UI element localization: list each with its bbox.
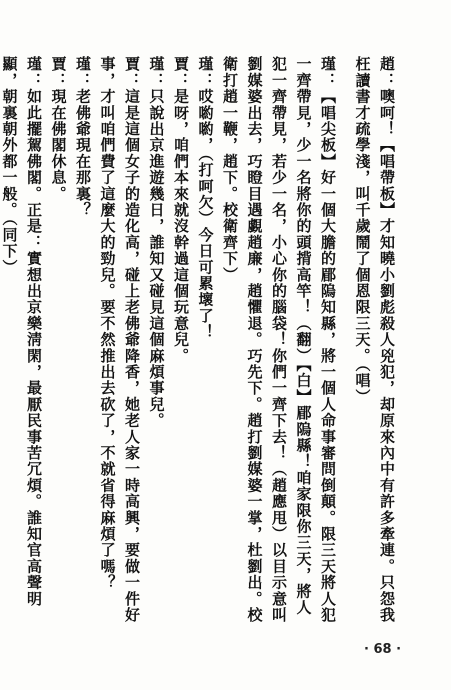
speech-line	[0, 56, 46, 626]
speech-line	[144, 56, 169, 626]
speech-text: 老佛爺現在那裏？	[74, 88, 92, 219]
speech-text: 噢呵！【唱帶板】才知曉小劉彪殺人兇犯，却原來內中有許多牽連。只怨我枉讀書才疏學淺，叫千歲鬧了個恩限三天。（唱）	[353, 56, 396, 624]
speech-line	[169, 56, 194, 626]
speech-line	[95, 56, 144, 626]
speaker-name: 賈：	[123, 56, 141, 89]
speech-line	[71, 56, 96, 626]
speech-text: 哎喲喲，（打呵欠）今日可累壞了！	[196, 88, 215, 341]
speaker-name: 瑾：	[147, 56, 166, 89]
column-spacer	[340, 56, 350, 626]
speech-text: 這是這個女子的造化高，碰上老佛爺降香，她老人家一時高興，要做一件好事，才叫咱們費了這麼大的勁兒。要不然推出去砍了，不就省得麻煩了嗎？	[98, 56, 141, 624]
speech-line	[46, 56, 71, 626]
speaker-name: 瑾：	[319, 56, 337, 89]
speech-text: 如此擺駕佛閣。正是：實想出京樂淸閑，最厭民事苦冗煩。誰知官高聲明顯，朝裏朝外都一般。（同下）	[0, 56, 43, 607]
speaker-name: 瑾：	[74, 56, 92, 89]
speech-text: 【唱尖板】好一個大膽的郿隖知縣，將一個人命事審問倒顛。限三天將人犯一齊帶見，少一名將你的頭揹高竿！（翻）【白】郿隖縣！咱家限你三天，將人犯一齊帶見，若少一名，小心你的腦袋！你們一齊下去！（趙應甩）以目示意叫劉媒婆出去，巧瞪目遇覷趙廉，趙懼退。巧先下。趙打劉媒婆一掌，杜劉出。校衛打趙一鞭，趙下。校衛齊下）	[221, 56, 337, 624]
page-number: · 68 ·	[364, 642, 402, 657]
speech-text: 是呀，咱們本來就沒幹過這個玩意兒。	[172, 88, 190, 364]
speaker-name: 瑾：	[196, 56, 215, 89]
speaker-name: 趙：	[378, 56, 396, 89]
speech-text: 現在佛閣休息。	[49, 88, 68, 202]
speech-line	[218, 56, 341, 626]
speech-line	[350, 56, 399, 626]
speech-text: 只說出京進遊幾日，誰知又碰見這個麻煩事兒。	[147, 88, 166, 429]
speech-line	[193, 56, 218, 626]
speaker-name: 賈：	[172, 56, 190, 89]
speaker-name: 瑾：	[25, 56, 43, 89]
vertical-text-block	[0, 56, 399, 626]
speaker-name: 賈：	[49, 56, 68, 89]
